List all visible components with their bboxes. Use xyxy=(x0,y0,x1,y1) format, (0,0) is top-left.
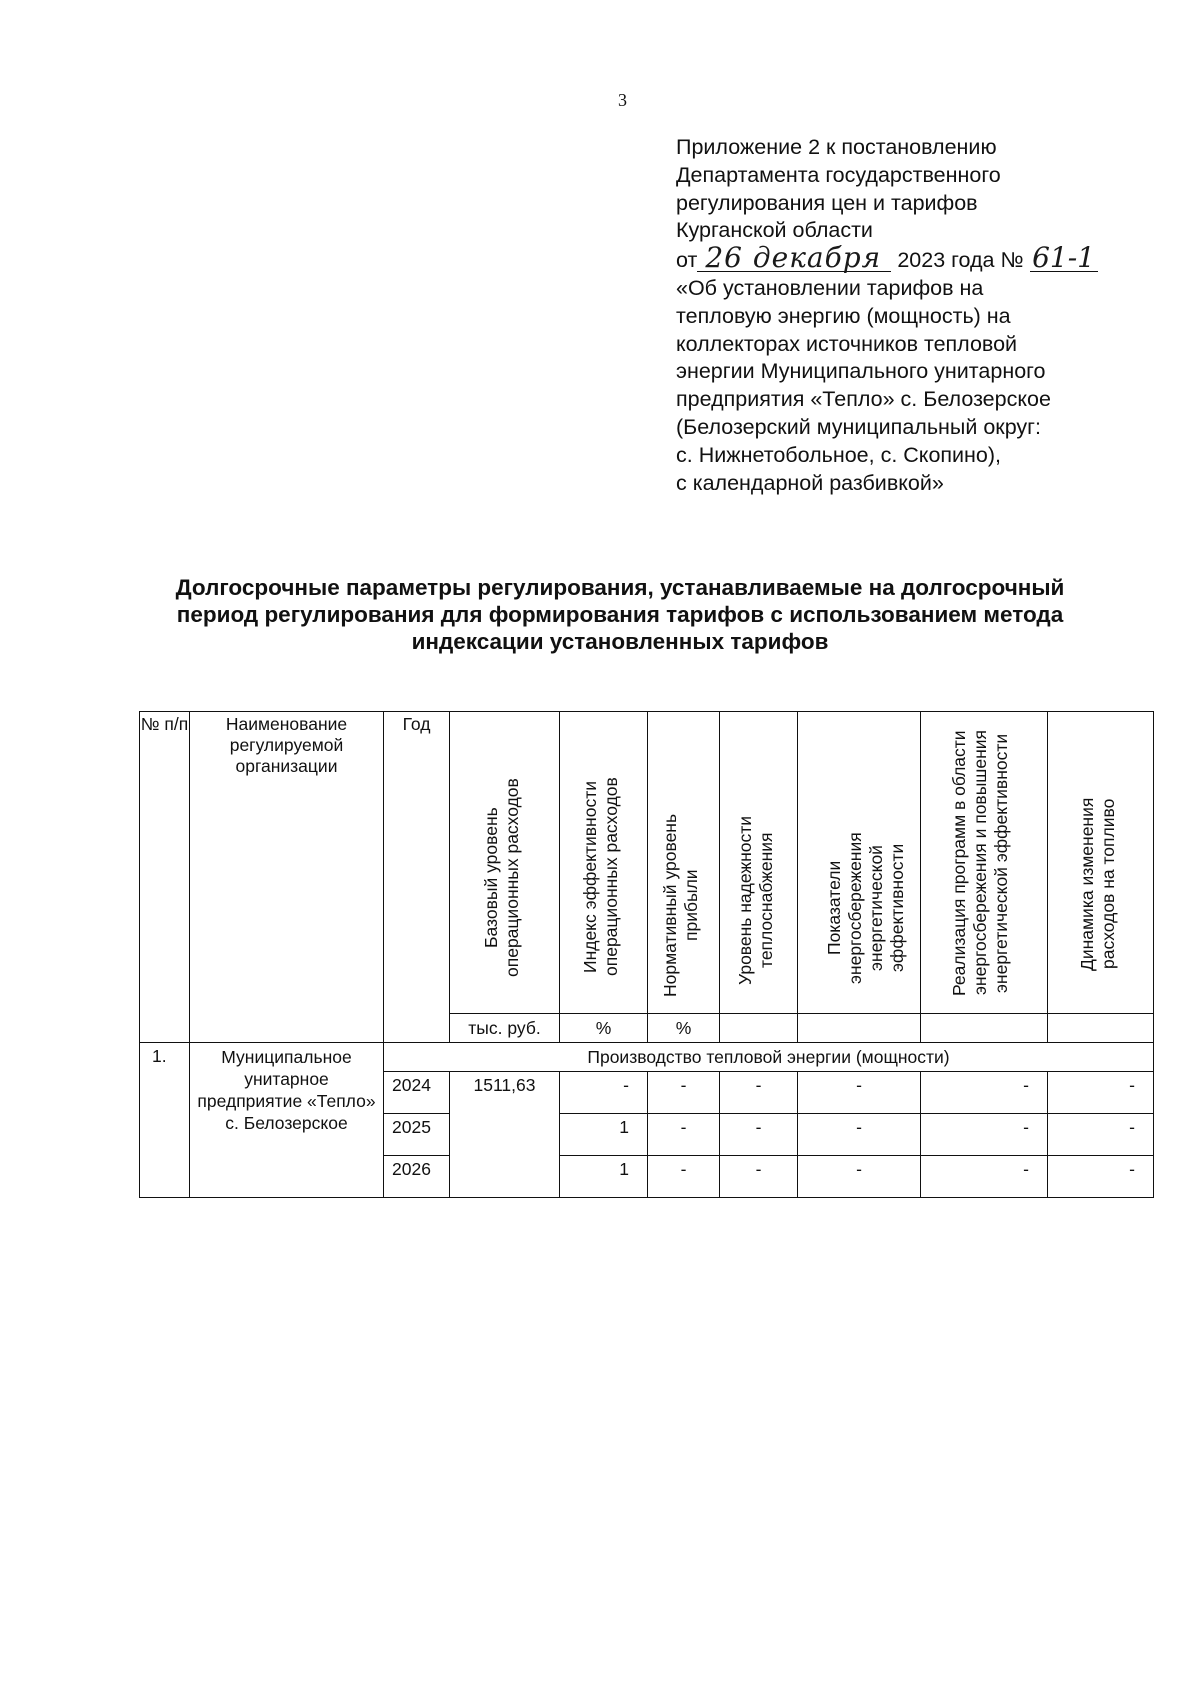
unit-empty xyxy=(1048,1014,1154,1043)
header-energy-indicators-text: Показатели энергосбережения энергетической эффективности xyxy=(824,832,907,984)
document-title xyxy=(130,574,1110,655)
header-energy-indicators xyxy=(798,712,921,1014)
subject-line: энергии Муниципального унитарного xyxy=(676,359,1046,384)
appendix-line: Приложение 2 к постановлению xyxy=(676,135,997,159)
header-fuel-dynamics xyxy=(1048,712,1154,1014)
profit-level-value: - xyxy=(648,1072,720,1114)
unit-empty xyxy=(921,1014,1048,1043)
title-line: индексации установленных тарифов xyxy=(411,629,829,654)
header-year: Год xyxy=(384,712,450,1043)
row-org: Муниципальное унитарное предприятие «Тепло» с. Белозерское xyxy=(190,1043,384,1198)
header-programs xyxy=(921,712,1048,1014)
header-org: Наименование регулируемой организации xyxy=(190,712,384,1043)
date-prefix: от xyxy=(676,248,698,273)
unit-efficiency-index: % xyxy=(560,1014,648,1043)
appendix-line: Департамента государственного xyxy=(676,162,1001,187)
header-fuel-dynamics-text: Динамика изменения расходов на топливо xyxy=(1076,797,1118,971)
header-programs-text: Реализация программ в области энергосбережения и повышения энергетической эффективности xyxy=(949,730,1011,996)
base-level-value: 1511,63 xyxy=(450,1072,560,1198)
fuel-dynamics-value: - xyxy=(1048,1114,1154,1156)
appendix-line: регулирования цен и тарифов xyxy=(676,190,978,215)
subject-line: (Белозерский муниципальный округ: xyxy=(676,414,1041,439)
subject-line: «Об установлении тарифов на xyxy=(676,275,984,300)
efficiency-index-value: 1 xyxy=(560,1114,648,1156)
header-reliability-text: Уровень надежности теплоснабжения xyxy=(734,815,776,986)
unit-base-level: тыс. руб. xyxy=(450,1014,560,1043)
header-num: № п/п xyxy=(140,712,190,1043)
header-efficiency-index xyxy=(560,712,648,1014)
subject-line: с календарной разбивкой» xyxy=(676,470,944,495)
reliability-value: - xyxy=(720,1072,798,1114)
handwritten-date: 26 декабря xyxy=(697,245,891,272)
energy-indicators-value: - xyxy=(798,1114,921,1156)
parameters-table xyxy=(139,711,1154,1198)
fuel-dynamics-value: - xyxy=(1048,1156,1154,1198)
energy-indicators-value: - xyxy=(798,1156,921,1198)
section-row: Производство тепловой энергии (мощности) xyxy=(384,1043,1154,1072)
efficiency-index-value: - xyxy=(560,1072,648,1114)
unit-profit-level: % xyxy=(648,1014,720,1043)
header-reliability xyxy=(720,712,798,1014)
energy-indicators-value: - xyxy=(798,1072,921,1114)
efficiency-index-value: 1 xyxy=(560,1156,648,1198)
subject-line: с. Нижнетобольное, с. Скопино), xyxy=(676,442,1002,467)
fuel-dynamics-value: - xyxy=(1048,1072,1154,1114)
subject-line: предприятия «Тепло» с. Белозерское xyxy=(676,387,1051,412)
reliability-value: - xyxy=(720,1114,798,1156)
header-profit-level-text: Нормативный уровень прибыли xyxy=(659,813,701,998)
header-efficiency-index-text: Индекс эффективности операционных расходов xyxy=(579,777,621,977)
reliability-value: - xyxy=(720,1156,798,1198)
year-text: 2023 года № xyxy=(897,248,1024,273)
header-base-level xyxy=(450,712,560,1014)
profit-level-value: - xyxy=(648,1156,720,1198)
appendix-block xyxy=(676,134,1146,497)
year-cell: 2025 xyxy=(384,1114,450,1156)
appendix-date-line xyxy=(676,241,1146,275)
programs-value: - xyxy=(921,1114,1048,1156)
title-line: Долгосрочные параметры регулирования, устанавливаемые на долгосрочный xyxy=(175,575,1065,600)
profit-level-value: - xyxy=(648,1114,720,1156)
programs-value: - xyxy=(921,1156,1048,1198)
header-profit-level xyxy=(648,712,720,1014)
unit-empty xyxy=(798,1014,921,1043)
subject-line: коллекторах источников тепловой xyxy=(676,331,1018,356)
row-num: 1. xyxy=(140,1043,190,1198)
year-cell: 2026 xyxy=(384,1156,450,1198)
header-base-level-text: Базовый уровень операционных расходов xyxy=(480,778,522,978)
unit-empty xyxy=(720,1014,798,1043)
programs-value: - xyxy=(921,1072,1048,1114)
year-cell: 2024 xyxy=(384,1072,450,1114)
title-line: период регулирования для формирования тарифов с использованием метода xyxy=(176,602,1064,627)
page-number: 3 xyxy=(618,90,627,110)
subject-line: тепловую энергию (мощность) на xyxy=(676,303,1011,328)
handwritten-number: 61-1 xyxy=(1030,245,1098,272)
appendix-line: Курганской области xyxy=(676,218,873,243)
